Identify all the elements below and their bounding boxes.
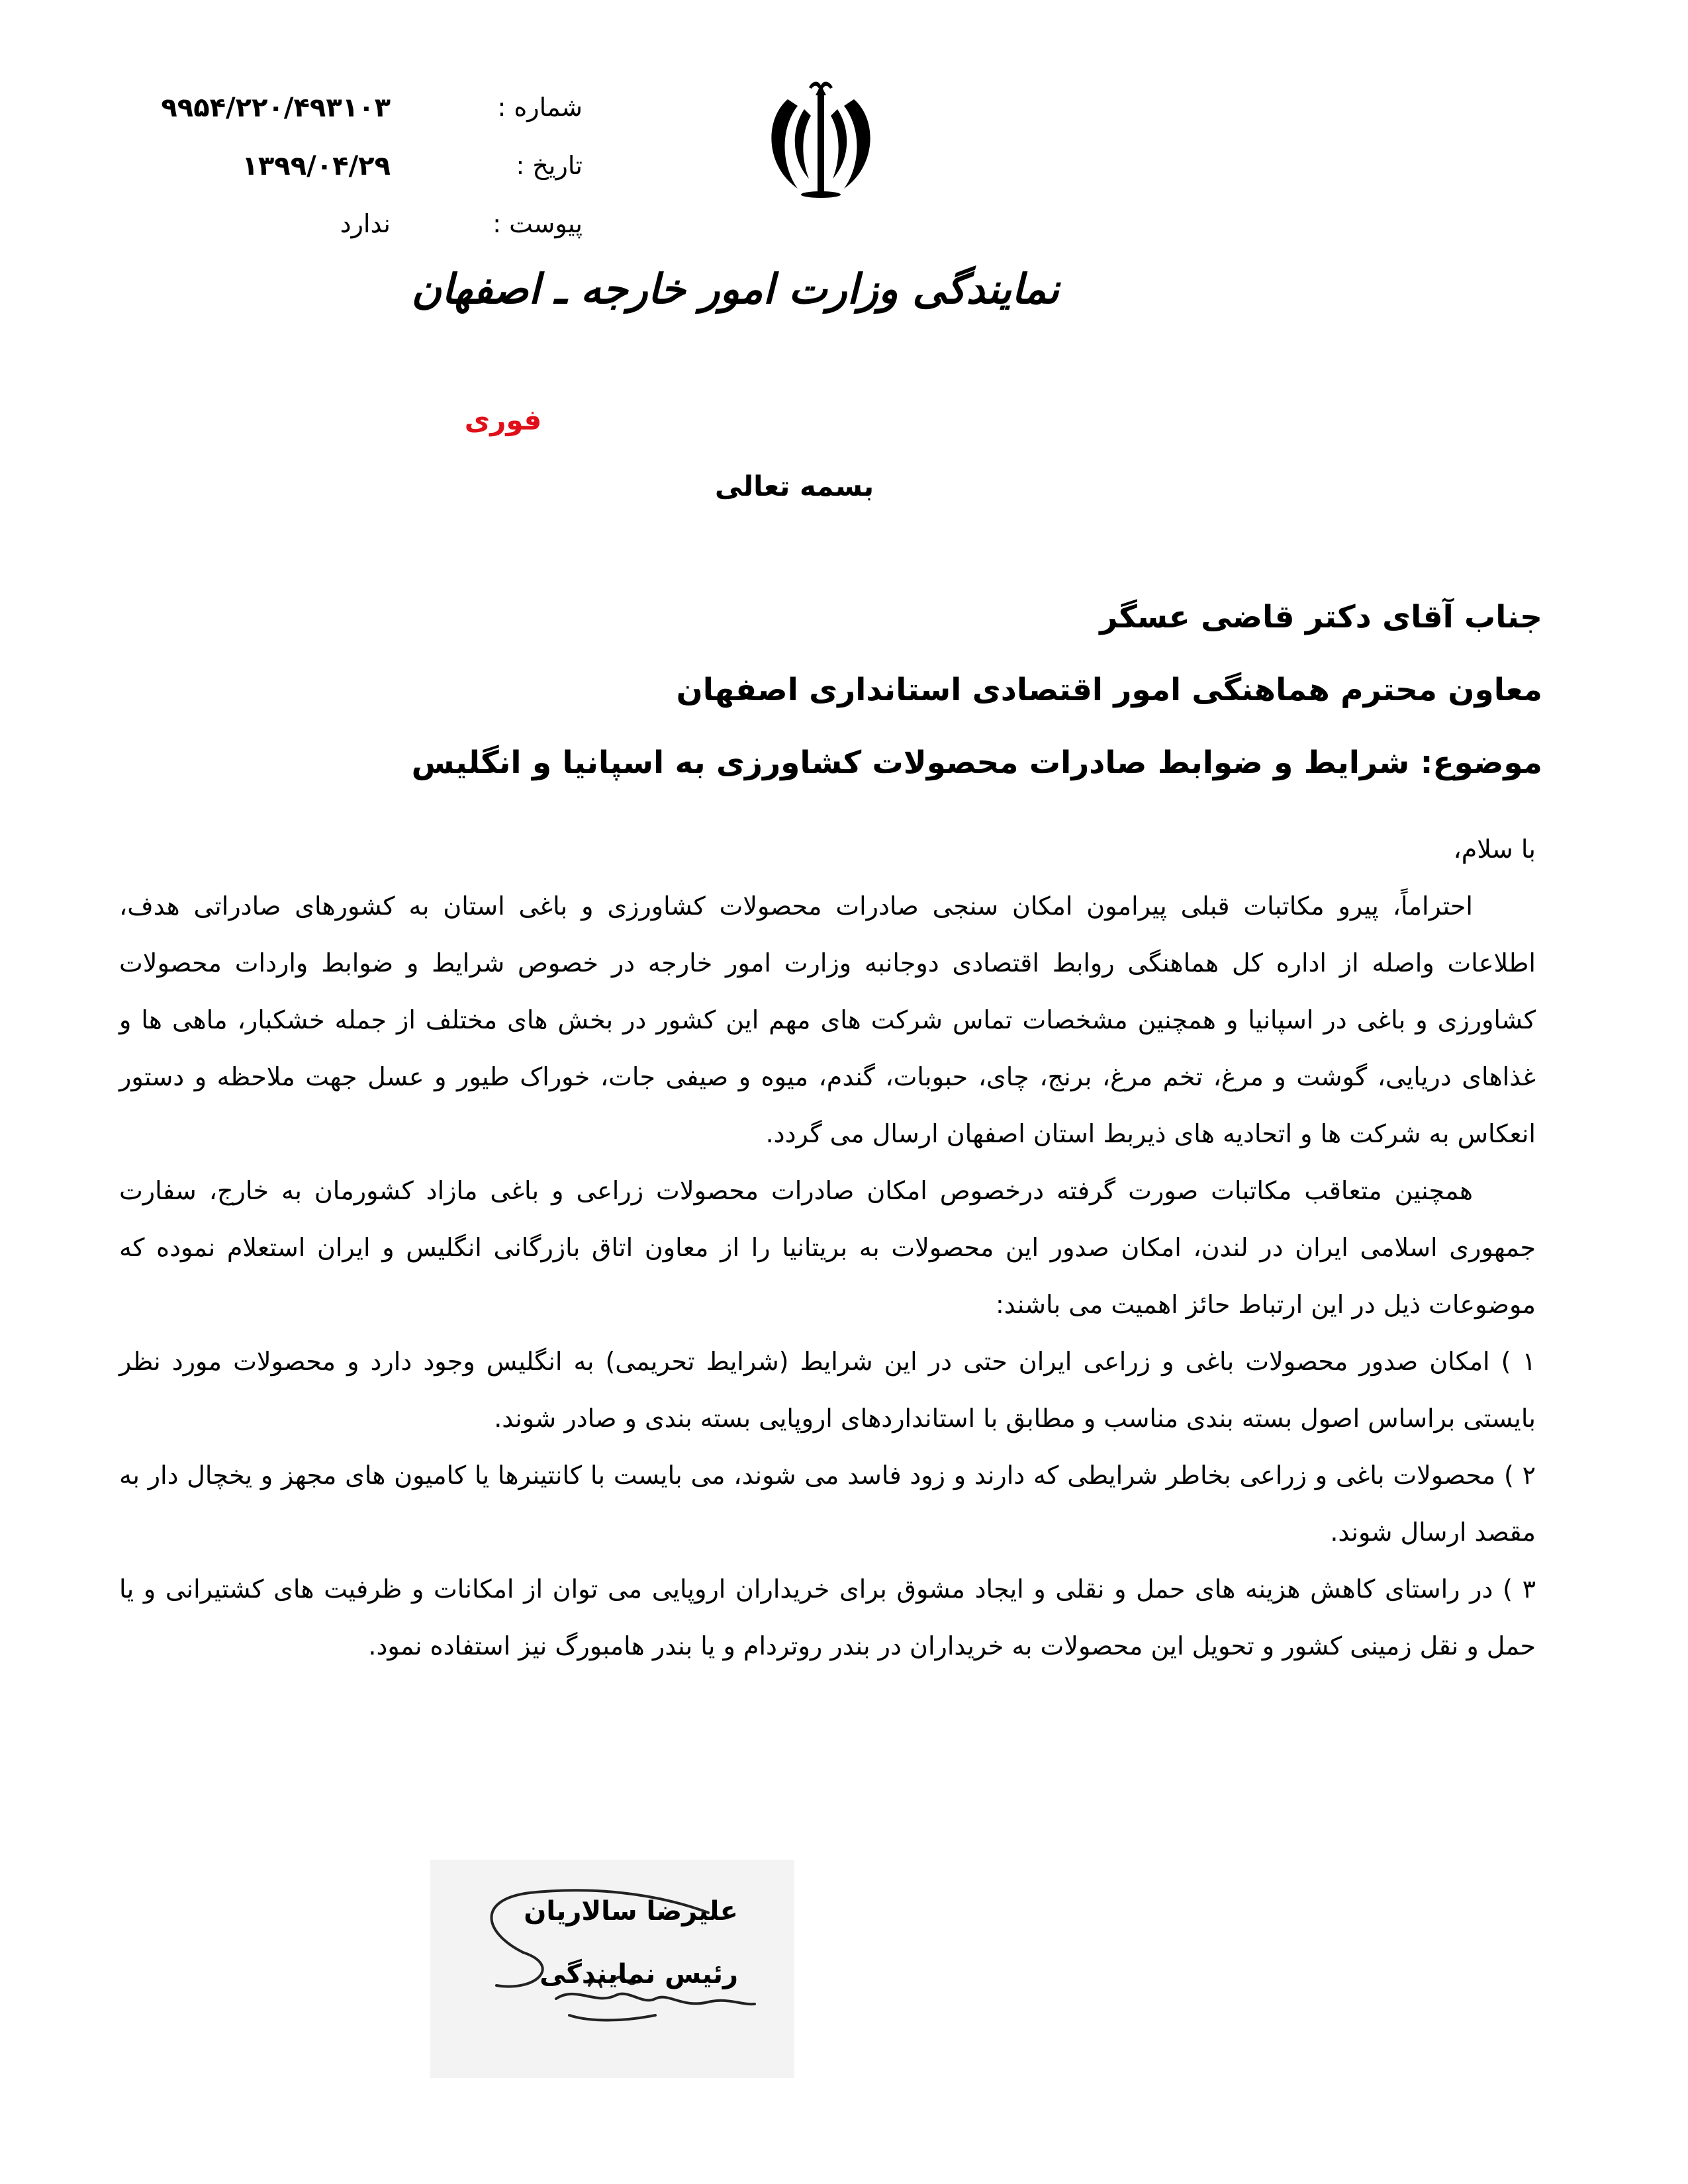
greeting: با سلام،	[1453, 835, 1536, 864]
letter-body	[119, 821, 1536, 1674]
position-line: معاون محترم هماهنگی امور اقتصادی استانداری اصفهان	[676, 672, 1542, 708]
signatory-title: رئیس نمایندگی	[539, 1959, 738, 1989]
date-label: تاریخ :	[516, 151, 583, 180]
attachment-label: پیوست :	[492, 209, 583, 238]
signatory-name: علیرضا سالاریان	[524, 1896, 738, 1927]
number-value: ۹۹۵۴/۲۲۰/۴۹۳۱۰۳	[161, 93, 391, 123]
iran-emblem-icon	[761, 73, 880, 205]
meta-attachment	[53, 209, 583, 262]
list-item-1: ۱ ) امکان صدور محصولات باغی و زراعی ایران حتی در این شرایط (شرایط تحریمی) به انگلیس وجود دارد و محصولات مورد نظر بایستی براساس اصول بسته بندی مناسب و مطابق با استانداردهای اروپایی بسته بندی و صادر شوند.	[119, 1347, 1536, 1433]
meta-number	[53, 93, 583, 146]
attachment-value: ندارد	[340, 209, 391, 238]
ministry-title: نمایندگی وزارت امور خارجه ـ اصفهان	[411, 265, 1059, 313]
basmala: بسمه تعالی	[714, 470, 874, 502]
meta-date	[53, 151, 583, 204]
list-item-3: ۳ ) در راستای کاهش هزینه های حمل و نقلی و ایجاد مشوق برای خریداران اروپایی می توان از امکانات و ظرفیت های کشتیرانی و یا حمل و نقل زمینی کشور و تحویل این محصولات به خریداران در بندر روتردام و یا بندر هامبورگ نیز استفاده نمود.	[119, 1574, 1536, 1661]
paragraph-2: همچنین متعاقب مکاتبات صورت گرفته درخصوص امکان صادرات محصولات زراعی و باغی مازاد کشورمان به خارج، سفارت جمهوری اسلامی ایران در لندن، امکان صدور این محصولات به بریتانیا را از معاون اتاق بازرگانی انگلیس و ایران استعلام نموده که موضوعات ذیل در این ارتباط حائز اهمیت می باشند:	[119, 1176, 1536, 1319]
recipient-line: جناب آقای دکتر قاضی عسگر	[1100, 599, 1542, 635]
paragraph-1: احتراماً، پیرو مکاتبات قبلی پیرامون امکان سنجی صادرات محصولات کشاورزی و باغی استان به کشورهای صادراتی هدف، اطلاعات واصله از اداره کل هماهنگی روابط اقتصادی دوجانبه وزارت امور خارجه در خصوص شرایط و ضوابط واردات محصولات کشاورزی و باغی در اسپانیا و همچنین مشخصات تماس شرکت های مهم این کشور در بخش های مختلف از جمله خشکبار، ماهی ها و غذاهای دریایی، گوشت و مرغ، تخم مرغ، برنج، چای، حبوبات، گندم، میوه و صیفی جات، خوراک طیور و عسل جهت ملاحظه و دستور انعکاس به شرکت ها و اتحادیه های ذیربط استان اصفهان ارسال می گردد.	[119, 891, 1536, 1148]
number-label: شماره :	[497, 93, 583, 122]
signature-block	[430, 1860, 794, 2078]
list-item-2: ۲ ) محصولات باغی و زراعی بخاطر شرایطی که دارند و زود فاسد می شوند، می بایست با کانتینرها یا کامیون های مجهز و یخچال دار به مقصد ارسال شوند.	[119, 1461, 1536, 1547]
date-value: ۱۳۹۹/۰۴/۲۹	[242, 151, 391, 181]
urgent-label: فوری	[464, 404, 542, 436]
subject-line: موضوع: شرایط و ضوابط صادرات محصولات کشاورزی به اسپانیا و انگلیس	[411, 745, 1542, 781]
